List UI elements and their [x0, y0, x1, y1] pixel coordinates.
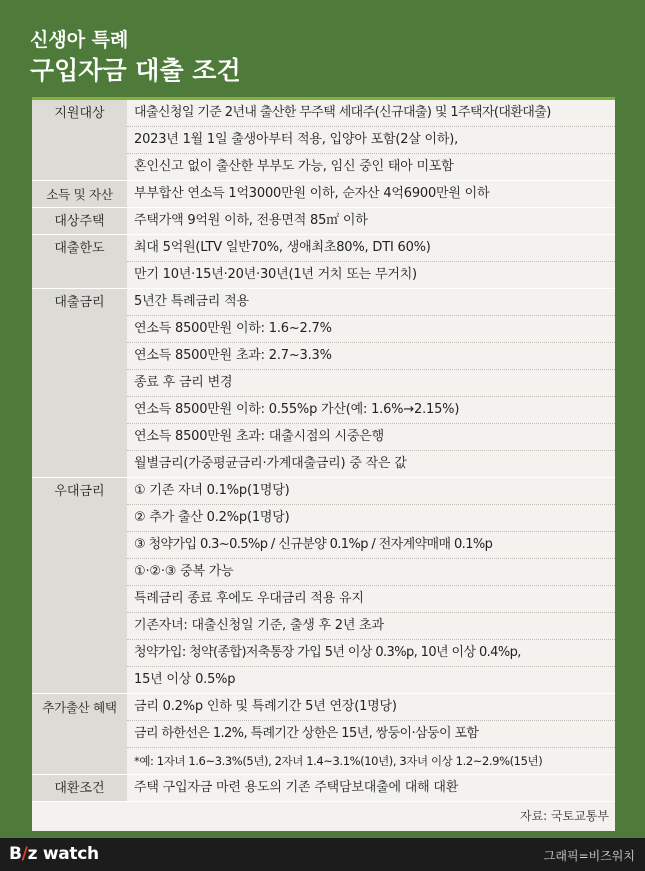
row-content — [127, 235, 615, 288]
row-line: 15년 이상 0.5%p — [134, 672, 236, 687]
row-line: 특례금리 종료 후에도 우대금리 적용 유지 — [127, 586, 615, 613]
row-content — [127, 181, 615, 207]
row-line: 금리 0.2%p 인하 및 특례기간 5년 연장(1명당) — [127, 694, 615, 721]
logo-watch: watch — [37, 844, 99, 864]
row-line: 월별금리(가중평균금리·가계대출금리) 중 작은 값 — [134, 456, 407, 471]
row-line: ① 기존 자녀 0.1%p(1명당) — [127, 478, 615, 505]
row-line: 연소득 8500만원 이하: 1.6~2.7% — [127, 316, 615, 343]
table-row — [32, 775, 615, 802]
row-line: ② 추가 출산 0.2%p(1명당) — [127, 505, 615, 532]
logo-b: B — [9, 844, 22, 864]
kicker: 신생아 특례 — [30, 29, 129, 51]
row-label: 추가출산 혜택 — [32, 694, 127, 774]
graphic-credit: 그래픽=비즈워치 — [543, 849, 635, 863]
row-line: 기존자녀: 대출신청일 기준, 출생 후 2년 초과 — [127, 613, 615, 640]
row-line: *예: 1자녀 1.6~3.3%(5년), 2자녀 1.4~3.1%(10년), 3자녀 이상 1.2~2.9%(15년) — [134, 754, 543, 768]
row-label: 소득 및 자산 — [32, 181, 127, 207]
row-line: 주택가액 9억원 이하, 전용면적 85㎡ 이하 — [134, 213, 368, 228]
source-note: 자료: 국토교통부 — [519, 809, 609, 823]
row-line: 연소득 8500만원 초과: 2.7~3.3% — [127, 343, 615, 370]
row-line: 금리 하한선은 1.2%, 특례기간 상한은 15년, 쌍둥이·삼둥이 포함 — [127, 721, 615, 748]
row-line: 최대 5억원(LTV 일반70%, 생애최초80%, DTI 60%) — [127, 235, 615, 262]
row-line: 5년간 특례금리 적용 — [127, 289, 615, 316]
row-label: 대환조건 — [32, 775, 127, 801]
row-line: 연소득 8500만원 이하: 0.55%p 가산(예: 1.6%→2.15%) — [127, 397, 615, 424]
table-row — [32, 235, 615, 289]
row-label: 대출금리 — [32, 289, 127, 477]
footer-bar — [0, 838, 645, 871]
table-row — [32, 208, 615, 235]
page-title: 구입자금 대출 조건 — [30, 56, 241, 85]
row-line: ③ 청약가입 0.3~0.5%p / 신규분양 0.1%p / 전자계약매매 0.1%p — [127, 532, 615, 559]
table-row — [32, 694, 615, 775]
header — [30, 28, 241, 88]
row-line: 2023년 1월 1일 출생아부터 적용, 입양아 포함(2살 이하), — [127, 127, 615, 154]
row-label: 대상주택 — [32, 208, 127, 234]
table-row — [32, 100, 615, 181]
row-content — [127, 694, 615, 774]
row-content — [127, 289, 615, 477]
row-line: 주택 구입자금 마련 용도의 기존 주택담보대출에 대해 대환 — [134, 780, 459, 795]
row-label: 우대금리 — [32, 478, 127, 693]
conditions-table — [32, 97, 615, 831]
table-row — [32, 478, 615, 694]
bizwatch-logo — [9, 844, 99, 864]
row-line: 청약가입: 청약(종합)저축통장 가입 5년 이상 0.3%p, 10년 이상 0.4%p, — [127, 640, 615, 667]
row-line: ①·②·③ 중복 가능 — [127, 559, 615, 586]
table-row — [32, 181, 615, 208]
row-content — [127, 100, 615, 180]
row-line: 종료 후 금리 변경 — [127, 370, 615, 397]
row-label: 대출한도 — [32, 235, 127, 288]
table-row — [32, 289, 615, 478]
row-line: 만기 10년·15년·20년·30년(1년 거치 또는 무거치) — [134, 267, 417, 282]
row-line: 연소득 8500만원 초과: 대출시점의 시중은행 — [127, 424, 615, 451]
row-line: 혼인신고 없이 출산한 부부도 가능, 임신 중인 태아 미포함 — [134, 159, 454, 174]
row-label: 지원대상 — [32, 100, 127, 180]
row-line: 부부합산 연소득 1억3000만원 이하, 순자산 4억6900만원 이하 — [134, 186, 490, 201]
row-content — [127, 208, 615, 234]
logo-slash: / — [21, 844, 28, 864]
row-content — [127, 478, 615, 693]
row-line: 대출신청일 기준 2년내 출산한 무주택 세대주(신규대출) 및 1주택자(대환대출) — [127, 100, 615, 127]
row-content — [127, 775, 615, 801]
logo-z: z — [27, 844, 38, 864]
